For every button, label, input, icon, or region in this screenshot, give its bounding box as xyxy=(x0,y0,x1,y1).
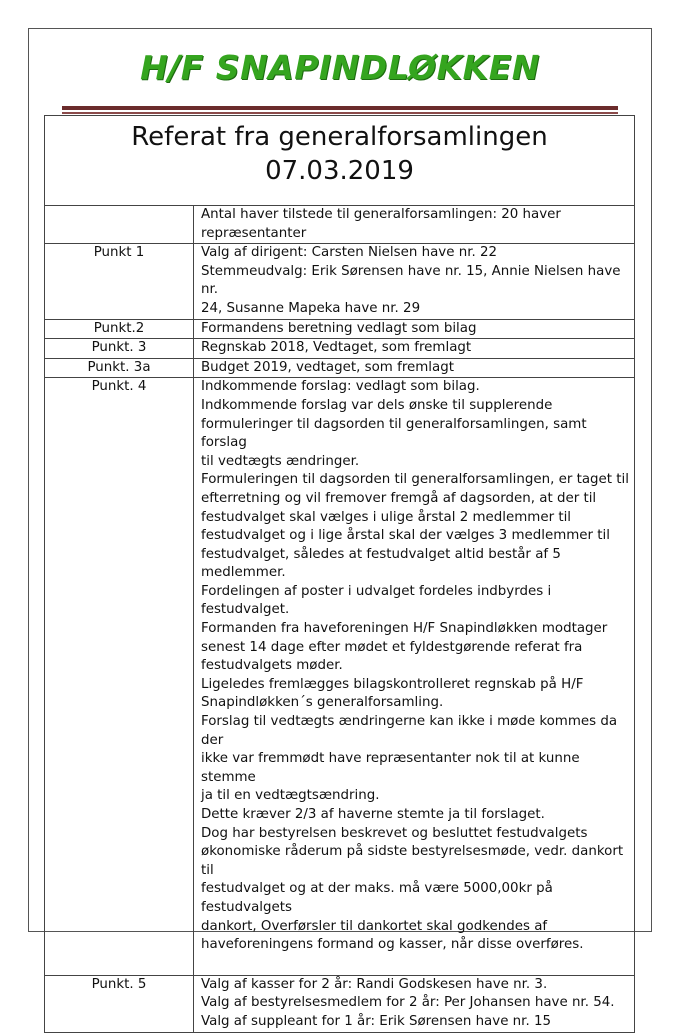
text-line: Indkommende forslag var dels ønske til supplerende xyxy=(201,397,553,413)
text-line: formuleringer til dagsorden til generalforsamlingen, samt forslag xyxy=(201,416,587,451)
document-heading xyxy=(45,116,635,206)
text-line: Antal haver tilstede til generalforsamlingen: 20 haver xyxy=(201,207,561,222)
table-row xyxy=(45,244,635,319)
text-line: senest 14 dage efter mødet et fyldestgørende referat fra xyxy=(201,639,583,655)
association-logo-title: H/F SNAPINDLØKKEN xyxy=(140,48,540,87)
item-label: Punkt. 5 xyxy=(45,975,194,1032)
text-line: ikke var fremmødt have repræsentanter nok til at kunne stemme xyxy=(201,751,580,785)
minutes-rows xyxy=(45,206,635,1033)
table-row xyxy=(45,319,635,339)
text-line: økonomiske råderum på sidste bestyrelsesmøde, vedr. dankort til xyxy=(201,844,624,878)
item-label: Punkt.2 xyxy=(45,319,194,339)
text-line: 24, Susanne Mapeka have nr. 29 xyxy=(201,300,421,316)
text-line: Indkommende forslag: vedlagt som bilag. xyxy=(201,379,480,395)
text-line: Dog har bestyrelsen beskrevet og besluttet festudvalgets xyxy=(201,825,588,841)
text-line: festudvalget og i lige årstal skal der vælges 3 medlemmer til xyxy=(201,528,610,544)
text-line: Regnskab 2018, Vedtaget, som fremlagt xyxy=(201,340,472,356)
item-text xyxy=(194,244,635,319)
text-line: til vedtægts ændringer. xyxy=(201,453,360,469)
text-line: festudvalget, således at festudvalget altid består af 5 medlemmer. xyxy=(201,546,561,581)
text-line: Fordelingen af poster i udvalget fordeles indbyrdes i festudvalget. xyxy=(201,583,552,618)
text-line: festudvalgets møder. xyxy=(201,658,343,674)
text-line: Snapindløkken´s generalforsamling. xyxy=(201,695,444,711)
text-line: Dette kræver 2/3 af haverne stemte ja til forslaget. xyxy=(201,807,545,822)
text-line: festudvalget og at der maks. må være 5000,00kr på festudvalgets xyxy=(201,881,553,915)
table-row xyxy=(45,975,635,1032)
item-text xyxy=(194,339,635,359)
text-line: efterretning og vil fremover fremgå af dagsorden, at der til xyxy=(201,490,597,506)
table-row xyxy=(45,358,635,378)
item-label: Punkt. 3a xyxy=(45,358,194,378)
text-line: Formandens beretning vedlagt som bilag xyxy=(201,320,477,336)
document-date: 07.03.2019 xyxy=(265,156,414,186)
text-line: festudvalget skal vælges i ulige årstal 2 medlemmer til xyxy=(201,509,572,525)
table-header-row xyxy=(45,116,635,206)
minutes-table xyxy=(44,115,635,1033)
table-row xyxy=(45,206,635,244)
table-row xyxy=(45,339,635,359)
item-text xyxy=(194,319,635,339)
text-line: dankort, Overførsler til dankortet skal godkendes af xyxy=(201,918,548,934)
item-label: Punkt 1 xyxy=(45,244,194,319)
item-label: Punkt. 4 xyxy=(45,378,194,975)
text-line: haveforeningens formand og kasser, når disse overføres. xyxy=(201,937,584,953)
text-line: Valg af bestyrelsesmedlem for 2 år: Per Johansen have nr. 54. xyxy=(201,995,615,1011)
text-line: Valg af kasser for 2 år: Randi Godskesen have nr. 3. xyxy=(201,976,548,992)
table-row xyxy=(45,378,635,975)
item-text xyxy=(194,358,635,378)
text-line: Forslag til vedtægts ændringerne kan ikke i møde kommes da der xyxy=(201,714,618,748)
text-line: Budget 2019, vedtaget, som fremlagt xyxy=(201,359,454,375)
item-label xyxy=(45,206,194,244)
text-line: ja til en vedtægtsændring. xyxy=(201,788,380,804)
text-line: Formanden fra haveforeningen H/F Snapindløkken modtager xyxy=(201,621,608,637)
item-text xyxy=(194,378,635,975)
text-line: repræsentanter xyxy=(201,225,307,241)
divider-thick xyxy=(62,106,618,110)
text-line: Valg af suppleant for 1 år: Erik Sørensen have nr. 15 xyxy=(201,1013,551,1029)
item-text xyxy=(194,975,635,1032)
divider-thin xyxy=(62,112,618,114)
item-text xyxy=(194,206,635,244)
item-label: Punkt. 3 xyxy=(45,339,194,359)
document-title: Referat fra generalforsamlingen xyxy=(131,122,548,152)
text-line: Stemmeudvalg: Erik Sørensen have nr. 15, Annie Nielsen have nr. xyxy=(201,263,621,298)
text-line: Valg af dirigent: Carsten Nielsen have nr. 22 xyxy=(201,245,498,261)
text-line: Formuleringen til dagsorden til generalforsamlingen, er taget til xyxy=(201,472,629,488)
text-line: Ligeledes fremlægges bilagskontrolleret regnskab på H/F xyxy=(201,676,584,692)
